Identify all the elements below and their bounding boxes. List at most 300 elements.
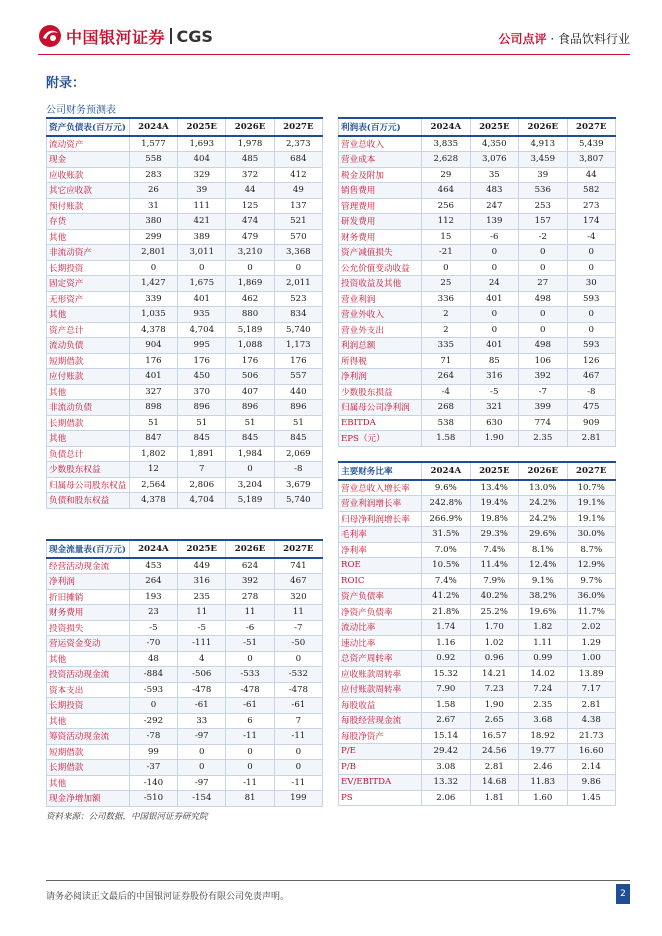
- table-cell: 39: [178, 183, 226, 199]
- table-cell: -21: [422, 245, 470, 261]
- row-label: 应付账款: [47, 369, 130, 385]
- table-cell: 12: [129, 462, 177, 478]
- table-cell: 0: [129, 260, 177, 276]
- table-cell: 176: [226, 353, 274, 369]
- table-row: [47, 307, 323, 323]
- footer-rule: [46, 880, 630, 881]
- table-row: [47, 493, 323, 509]
- logo-english-text: CGS: [176, 26, 213, 46]
- row-label: EPS（元）: [339, 431, 422, 447]
- table-cell: -51: [226, 636, 274, 652]
- table-cell: 30: [567, 276, 616, 292]
- table-cell: 2.46: [519, 759, 567, 775]
- row-label: 投资活动现金流: [47, 667, 130, 683]
- row-label: 长期投资: [47, 260, 130, 276]
- table-cell: 1,577: [129, 136, 177, 152]
- table-cell: 401: [129, 369, 177, 385]
- table-cell: 25: [422, 276, 470, 292]
- table-cell: 13.0%: [519, 480, 567, 496]
- table-cell: 242.8%: [422, 496, 470, 512]
- table-cell: 7.17: [567, 682, 616, 698]
- table-header-row: [339, 462, 616, 480]
- row-label: 折旧摊销: [47, 589, 130, 605]
- table-row: [47, 338, 323, 354]
- table-cell: 3,368: [274, 245, 322, 261]
- table-row: [47, 291, 323, 307]
- table-cell: 7.23: [470, 682, 518, 698]
- table-cell: 9.1%: [519, 573, 567, 589]
- table-cell: 421: [178, 214, 226, 230]
- table-cell: 1.58: [422, 431, 470, 447]
- table-cell: -37: [129, 760, 177, 776]
- table-cell: 51: [226, 415, 274, 431]
- table-cell: -11: [226, 775, 274, 791]
- table-cell: 19.1%: [567, 511, 616, 527]
- table-cell: 2.35: [519, 431, 567, 447]
- table-cell: 7.90: [422, 682, 470, 698]
- row-label: 公允价值变动收益: [339, 260, 422, 276]
- row-label: 预付账款: [47, 198, 130, 214]
- table-cell: -8: [274, 462, 322, 478]
- table-cell: 24.2%: [519, 496, 567, 512]
- table-title: 利润表(百万元): [339, 118, 422, 136]
- table-cell: 1,891: [178, 446, 226, 462]
- table-cell: 904: [129, 338, 177, 354]
- table-cell: 299: [129, 229, 177, 245]
- table-cell: 909: [567, 415, 616, 431]
- table-cell: 1,088: [226, 338, 274, 354]
- table-cell: 401: [178, 291, 226, 307]
- table-cell: -478: [274, 682, 322, 698]
- year-header: 2026E: [519, 462, 567, 480]
- table-cell: -533: [226, 667, 274, 683]
- table-row: [339, 697, 616, 713]
- row-label: 其他: [47, 431, 130, 447]
- table-cell: 13.32: [422, 775, 470, 791]
- table-cell: -97: [178, 729, 226, 745]
- table-row: [339, 214, 616, 230]
- table-cell: 247: [470, 198, 518, 214]
- table-cell: 896: [178, 400, 226, 416]
- table-cell: 10.5%: [422, 558, 470, 574]
- table-cell: 51: [178, 415, 226, 431]
- row-label: 其它应收款: [47, 183, 130, 199]
- table-row: [339, 759, 616, 775]
- table-row: [339, 480, 616, 496]
- appendix-title: 附录：: [46, 76, 86, 91]
- row-label: 所得税: [339, 353, 422, 369]
- table-cell: 321: [470, 400, 518, 416]
- year-header: 2025E: [178, 540, 226, 558]
- table-cell: 11: [178, 605, 226, 621]
- table-cell: 3,459: [519, 152, 567, 168]
- table-cell: 389: [178, 229, 226, 245]
- table-cell: 2,806: [178, 477, 226, 493]
- table-row: [339, 338, 616, 354]
- table-row: [47, 682, 323, 698]
- table-cell: -5: [129, 620, 177, 636]
- row-label: 现金: [47, 152, 130, 168]
- table-cell: -7: [274, 620, 322, 636]
- table-title: 现金流量表(百万元): [47, 540, 130, 558]
- table-cell: 582: [567, 183, 616, 199]
- table-cell: 24.56: [470, 744, 518, 760]
- table-cell: 896: [226, 400, 274, 416]
- table-cell: 407: [226, 384, 274, 400]
- table-cell: 0: [470, 322, 518, 338]
- table-cell: 3.08: [422, 759, 470, 775]
- section-subtitle: 公司财务预测表: [46, 105, 116, 116]
- table-cell: 23: [129, 605, 177, 621]
- table-cell: 15: [422, 229, 470, 245]
- table-cell: 2.02: [567, 620, 616, 636]
- table-row: [47, 477, 323, 493]
- table-cell: 684: [274, 152, 322, 168]
- row-label: 其他: [47, 651, 130, 667]
- table-cell: 1.00: [567, 651, 616, 667]
- table-cell: 450: [178, 369, 226, 385]
- row-label: 资产总计: [47, 322, 130, 338]
- table-cell: 4.38: [567, 713, 616, 729]
- table-row: [339, 322, 616, 338]
- table-cell: 19.8%: [470, 511, 518, 527]
- table-row: [339, 744, 616, 760]
- report-kind: 公司点评: [498, 32, 547, 46]
- table-cell: 464: [422, 183, 470, 199]
- table-cell: 339: [129, 291, 177, 307]
- table-cell: 0: [567, 322, 616, 338]
- row-label: 资本支出: [47, 682, 130, 698]
- table-row: [47, 462, 323, 478]
- table-cell: 372: [226, 167, 274, 183]
- table-cell: 449: [178, 558, 226, 574]
- row-label: 归属母公司股东权益: [47, 477, 130, 493]
- table-cell: 896: [274, 400, 322, 416]
- table-cell: 0.92: [422, 651, 470, 667]
- table-cell: 14.68: [470, 775, 518, 791]
- row-label: 非流动负债: [47, 400, 130, 416]
- row-label: 存货: [47, 214, 130, 230]
- table-cell: 467: [274, 574, 322, 590]
- table-cell: 1,978: [226, 136, 274, 152]
- galaxy-logo-icon: [38, 24, 62, 48]
- row-label: 其他: [47, 775, 130, 791]
- table-cell: -11: [226, 729, 274, 745]
- table-cell: 19.4%: [470, 496, 518, 512]
- table-cell: 3,204: [226, 477, 274, 493]
- table-cell: 0: [226, 651, 274, 667]
- table-cell: 593: [567, 291, 616, 307]
- table-row: [47, 384, 323, 400]
- table-cell: 2,011: [274, 276, 322, 292]
- table-cell: 99: [129, 744, 177, 760]
- table-cell: 24: [470, 276, 518, 292]
- table-cell: 235: [178, 589, 226, 605]
- table-cell: 11.83: [519, 775, 567, 791]
- table-cell: 12.9%: [567, 558, 616, 574]
- row-label: 其他: [47, 713, 130, 729]
- table-cell: 49: [274, 183, 322, 199]
- row-label: 现金净增加额: [47, 791, 130, 807]
- table-cell: -61: [226, 698, 274, 714]
- table-row: [339, 775, 616, 791]
- row-label: 筹资活动现金流: [47, 729, 130, 745]
- year-header: 2024A: [129, 540, 177, 558]
- table-cell: -78: [129, 729, 177, 745]
- table-cell: 3,835: [422, 136, 470, 152]
- table-cell: 0: [178, 760, 226, 776]
- row-label: 应付账款周转率: [339, 682, 422, 698]
- table-row: [339, 682, 616, 698]
- table-cell: 31.5%: [422, 527, 470, 543]
- table-cell: 0: [567, 245, 616, 261]
- table-cell: 41.2%: [422, 589, 470, 605]
- table-cell: -5: [470, 384, 518, 400]
- table-cell: 935: [178, 307, 226, 323]
- table-row: [339, 152, 616, 168]
- row-label: 营业成本: [339, 152, 422, 168]
- table-cell: 898: [129, 400, 177, 416]
- table-cell: 1,173: [274, 338, 322, 354]
- table-cell: 0: [470, 307, 518, 323]
- table-cell: 1.90: [470, 431, 518, 447]
- row-label: 速动比率: [339, 635, 422, 651]
- table-cell: 1.45: [567, 790, 616, 806]
- page-number: 2: [616, 884, 630, 904]
- table-cell: 11: [226, 605, 274, 621]
- table-cell: 2.81: [567, 431, 616, 447]
- table-cell: 16.60: [567, 744, 616, 760]
- table-cell: 0: [178, 260, 226, 276]
- table-row: [339, 415, 616, 431]
- table-cell: 467: [567, 369, 616, 385]
- table-cell: 316: [470, 369, 518, 385]
- table-cell: 11.7%: [567, 604, 616, 620]
- row-label: 无形资产: [47, 291, 130, 307]
- table-cell: 3,679: [274, 477, 322, 493]
- logo: [38, 24, 213, 48]
- table-cell: 51: [129, 415, 177, 431]
- row-label: 营业利润增长率: [339, 496, 422, 512]
- table-cell: -506: [178, 667, 226, 683]
- table-cell: 111: [178, 198, 226, 214]
- table-cell: 4,913: [519, 136, 567, 152]
- table-cell: 316: [178, 574, 226, 590]
- table-row: [339, 384, 616, 400]
- table-cell: 1,802: [129, 446, 177, 462]
- table-cell: -4: [567, 229, 616, 245]
- table-cell: 85: [470, 353, 518, 369]
- table-cell: 256: [422, 198, 470, 214]
- row-label: 毛利率: [339, 527, 422, 543]
- table-cell: 774: [519, 415, 567, 431]
- table-row: [47, 353, 323, 369]
- table-cell: -510: [129, 791, 177, 807]
- table-cell: -61: [178, 698, 226, 714]
- row-label: 负债和股东权益: [47, 493, 130, 509]
- table-cell: 264: [422, 369, 470, 385]
- table-row: [47, 574, 323, 590]
- table-cell: -70: [129, 636, 177, 652]
- table-cell: 13.4%: [470, 480, 518, 496]
- table-row: [47, 431, 323, 447]
- table-cell: -292: [129, 713, 177, 729]
- table-row: [339, 353, 616, 369]
- table-cell: 3,011: [178, 245, 226, 261]
- table-cell: 320: [274, 589, 322, 605]
- table-cell: 2,069: [274, 446, 322, 462]
- table-cell: 380: [129, 214, 177, 230]
- table-cell: 1.60: [519, 790, 567, 806]
- table-cell: 462: [226, 291, 274, 307]
- table-cell: 5,189: [226, 493, 274, 509]
- year-header: 2026E: [226, 540, 274, 558]
- table-cell: -7: [519, 384, 567, 400]
- table-cell: 125: [226, 198, 274, 214]
- table-cell: 18.92: [519, 728, 567, 744]
- table-cell: 21.73: [567, 728, 616, 744]
- table-cell: 273: [567, 198, 616, 214]
- table-cell: -5: [178, 620, 226, 636]
- table-cell: 845: [226, 431, 274, 447]
- row-label: EV/EBITDA: [339, 775, 422, 791]
- table-cell: 2.35: [519, 697, 567, 713]
- year-header: 2027E: [567, 118, 616, 136]
- table-row: [339, 136, 616, 152]
- table-cell: 7: [274, 713, 322, 729]
- table-cell: 268: [422, 400, 470, 416]
- table-row: [47, 791, 323, 807]
- row-label: 每股收益: [339, 697, 422, 713]
- table-cell: 506: [226, 369, 274, 385]
- table-cell: 4,704: [178, 322, 226, 338]
- table-cell: 174: [567, 214, 616, 230]
- row-label: P/B: [339, 759, 422, 775]
- table-cell: 3,210: [226, 245, 274, 261]
- table-cell: 264: [129, 574, 177, 590]
- table-cell: 479: [226, 229, 274, 245]
- table-cell: 5,740: [274, 493, 322, 509]
- table-cell: 12.4%: [519, 558, 567, 574]
- table-row: [339, 542, 616, 558]
- table-cell: 266.9%: [422, 511, 470, 527]
- income-statement-table: [338, 117, 616, 447]
- table-cell: 26: [129, 183, 177, 199]
- year-header: 2025E: [178, 118, 226, 136]
- table-cell: 498: [519, 338, 567, 354]
- row-label: 归属母公司净利润: [339, 400, 422, 416]
- table-cell: 2.81: [567, 697, 616, 713]
- table-row: [47, 446, 323, 462]
- table-cell: 521: [274, 214, 322, 230]
- table-cell: 29: [422, 167, 470, 183]
- table-cell: 7: [178, 462, 226, 478]
- table-cell: 2,628: [422, 152, 470, 168]
- table-cell: 9.86: [567, 775, 616, 791]
- row-label: 应收账款: [47, 167, 130, 183]
- table-row: [47, 260, 323, 276]
- table-cell: 2.67: [422, 713, 470, 729]
- table-cell: -8: [567, 384, 616, 400]
- table-row: [339, 558, 616, 574]
- table-row: [339, 291, 616, 307]
- table-cell: 741: [274, 558, 322, 574]
- table-cell: 176: [274, 353, 322, 369]
- row-label: EBITDA: [339, 415, 422, 431]
- table-row: [47, 214, 323, 230]
- table-cell: 0: [470, 245, 518, 261]
- table-row: [47, 276, 323, 292]
- row-label: 营业总收入: [339, 136, 422, 152]
- table-row: [47, 369, 323, 385]
- table-cell: 2.65: [470, 713, 518, 729]
- table-cell: 1.58: [422, 697, 470, 713]
- table-cell: 29.3%: [470, 527, 518, 543]
- table-cell: -140: [129, 775, 177, 791]
- table-row: [47, 558, 323, 574]
- table-row: [47, 229, 323, 245]
- table-cell: 278: [226, 589, 274, 605]
- table-cell: 71: [422, 353, 470, 369]
- row-label: ROIC: [339, 573, 422, 589]
- table-cell: 329: [178, 167, 226, 183]
- table-row: [339, 369, 616, 385]
- table-header-row: [47, 118, 323, 136]
- table-cell: 2.06: [422, 790, 470, 806]
- row-label: 营业外收入: [339, 307, 422, 323]
- table-cell: 1.02: [470, 635, 518, 651]
- table-cell: 30.0%: [567, 527, 616, 543]
- table-cell: 1,693: [178, 136, 226, 152]
- row-label: 投资损失: [47, 620, 130, 636]
- table-cell: 19.6%: [519, 604, 567, 620]
- year-header: 2025E: [470, 462, 518, 480]
- table-cell: 7.4%: [422, 573, 470, 589]
- row-label: 税金及附加: [339, 167, 422, 183]
- table-row: [339, 573, 616, 589]
- row-label: 短期借款: [47, 744, 130, 760]
- table-cell: 0: [274, 744, 322, 760]
- table-cell: 2.14: [567, 759, 616, 775]
- table-row: [339, 589, 616, 605]
- table-cell: -11: [274, 775, 322, 791]
- table-cell: 336: [422, 291, 470, 307]
- row-label: 资产减值损失: [339, 245, 422, 261]
- table-cell: 630: [470, 415, 518, 431]
- table-cell: 2.81: [470, 759, 518, 775]
- table-cell: 453: [129, 558, 177, 574]
- report-category: [498, 30, 630, 47]
- table-cell: 0: [178, 744, 226, 760]
- table-cell: 2,801: [129, 245, 177, 261]
- row-label: 营业利润: [339, 291, 422, 307]
- table-cell: 1.16: [422, 635, 470, 651]
- table-cell: -884: [129, 667, 177, 683]
- table-cell: 4,378: [129, 322, 177, 338]
- row-label: 其他: [47, 384, 130, 400]
- table-cell: 29.6%: [519, 527, 567, 543]
- table-cell: 0: [226, 462, 274, 478]
- table-cell: 137: [274, 198, 322, 214]
- table-cell: 27: [519, 276, 567, 292]
- table-cell: 593: [567, 338, 616, 354]
- row-label: 利润总额: [339, 338, 422, 354]
- table-cell: 81: [226, 791, 274, 807]
- table-cell: 3,807: [567, 152, 616, 168]
- table-row: [47, 744, 323, 760]
- row-label: 非流动资产: [47, 245, 130, 261]
- row-label: 长期借款: [47, 760, 130, 776]
